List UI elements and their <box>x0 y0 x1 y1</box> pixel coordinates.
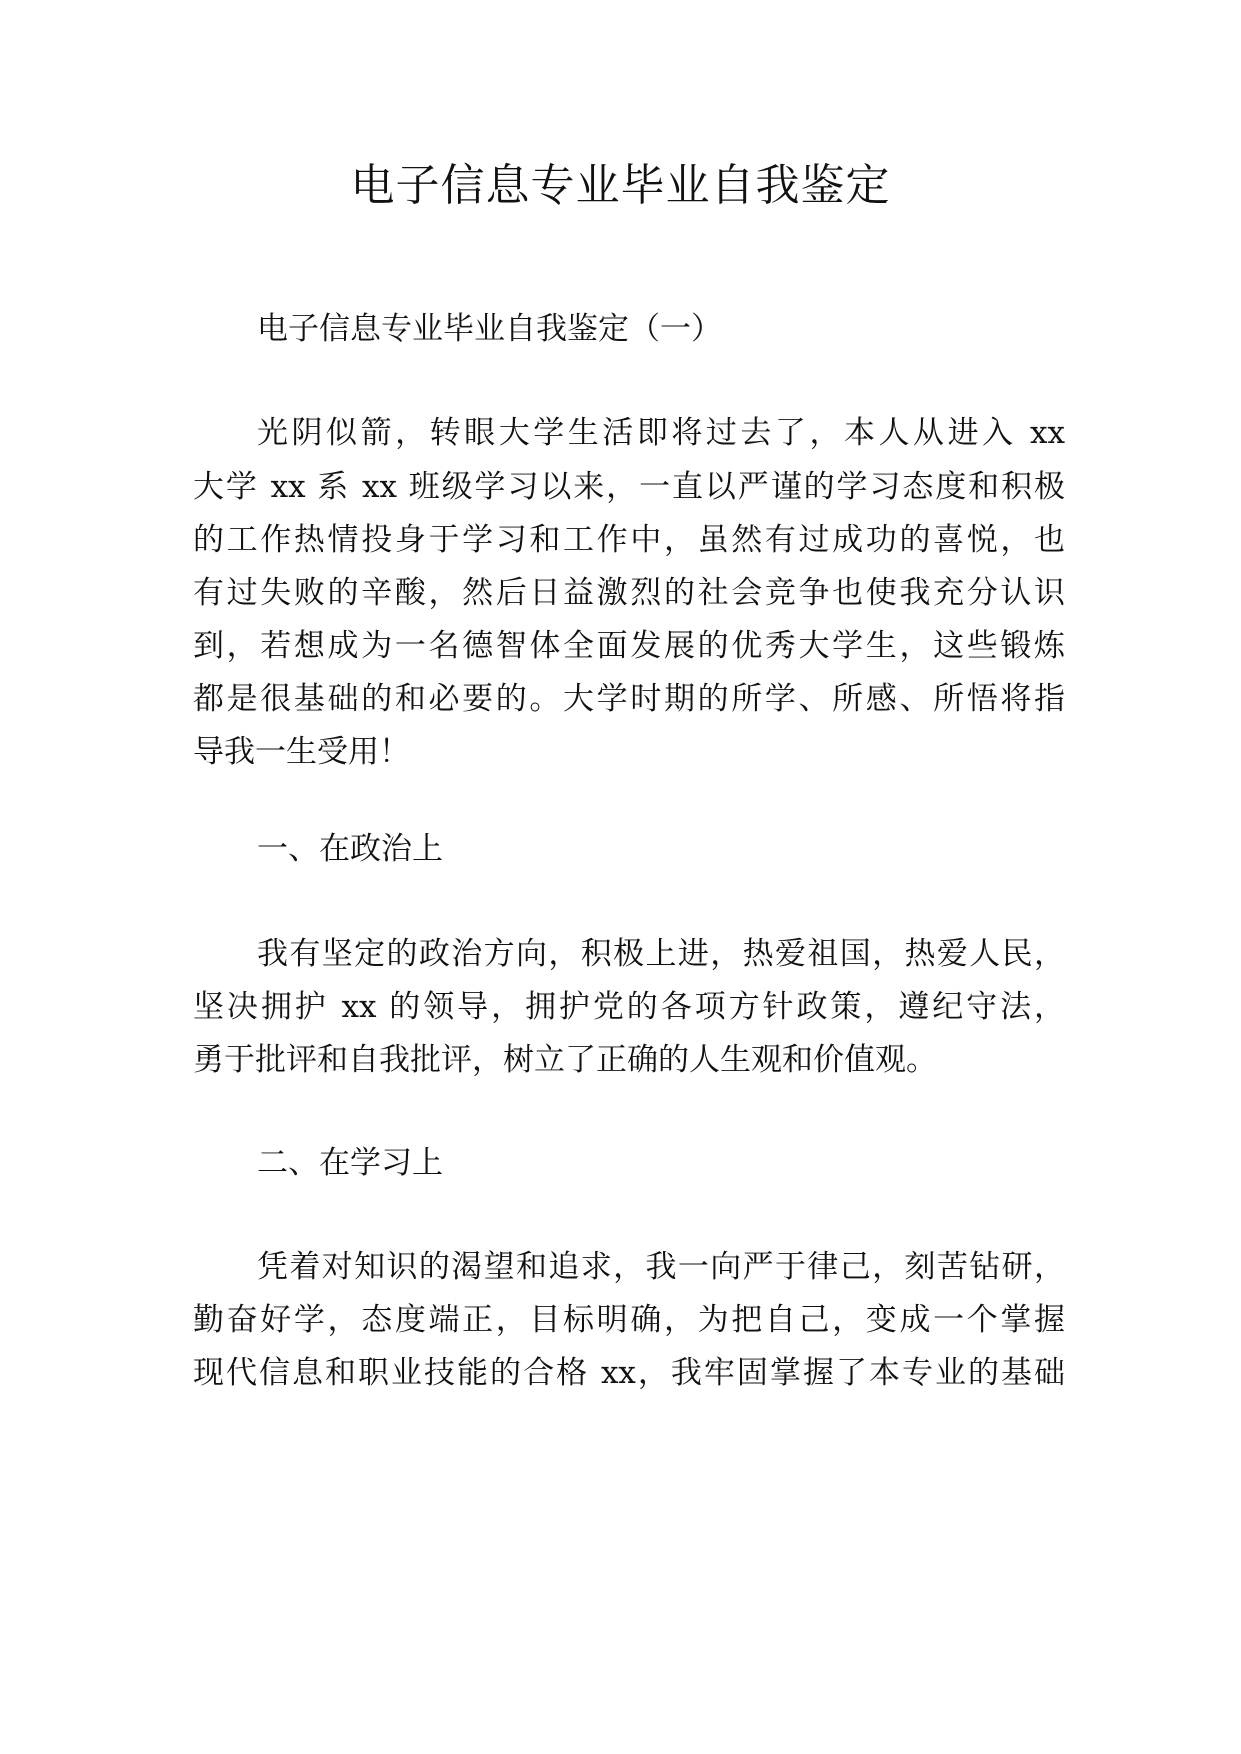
paragraph-line: 导我一生受用！ <box>193 734 410 770</box>
document-title: 电子信息专业毕业自我鉴定 <box>350 160 891 211</box>
paragraph-line: 勤奋好学，态度端正，目标明确，为把自己，变成一个掌握 <box>193 1302 1065 1338</box>
paragraph-line: 都是很基础的和必要的。大学时期的所学、所感、所悟将指 <box>193 681 1065 717</box>
section-heading: 一、在政治上 <box>257 831 443 867</box>
paragraph-line: 有过失败的辛酸，然后日益激烈的社会竞争也使我充分认识 <box>193 575 1065 611</box>
paragraph-line: 大学 xx 系 xx 班级学习以来，一直以严谨的学习态度和积极 <box>193 469 1065 505</box>
paragraph-line: 到，若想成为一名德智体全面发展的优秀大学生，这些锻炼 <box>193 628 1065 664</box>
paragraph-line: 勇于批评和自我批评，树立了正确的人生观和价值观。 <box>193 1042 937 1078</box>
paragraph-line: 的工作热情投身于学习和工作中，虽然有过成功的喜悦，也 <box>193 522 1065 558</box>
paragraph-line: 坚决拥护 xx 的领导，拥护党的各项方针政策，遵纪守法， <box>193 989 1065 1025</box>
paragraph-line: 光阴似箭，转眼大学生活即将过去了，本人从进入 xx <box>257 415 1065 451</box>
paragraph-line: 我有坚定的政治方向，积极上进，热爱祖国，热爱人民， <box>257 936 1065 972</box>
paragraph-line: 凭着对知识的渴望和追求，我一向严于律己，刻苦钻研， <box>257 1249 1065 1285</box>
section-subtitle: 电子信息专业毕业自我鉴定（一） <box>257 311 722 347</box>
paragraph-line: 现代信息和职业技能的合格 xx，我牢固掌握了本专业的基础 <box>193 1355 1065 1391</box>
section-heading: 二、在学习上 <box>257 1145 443 1181</box>
